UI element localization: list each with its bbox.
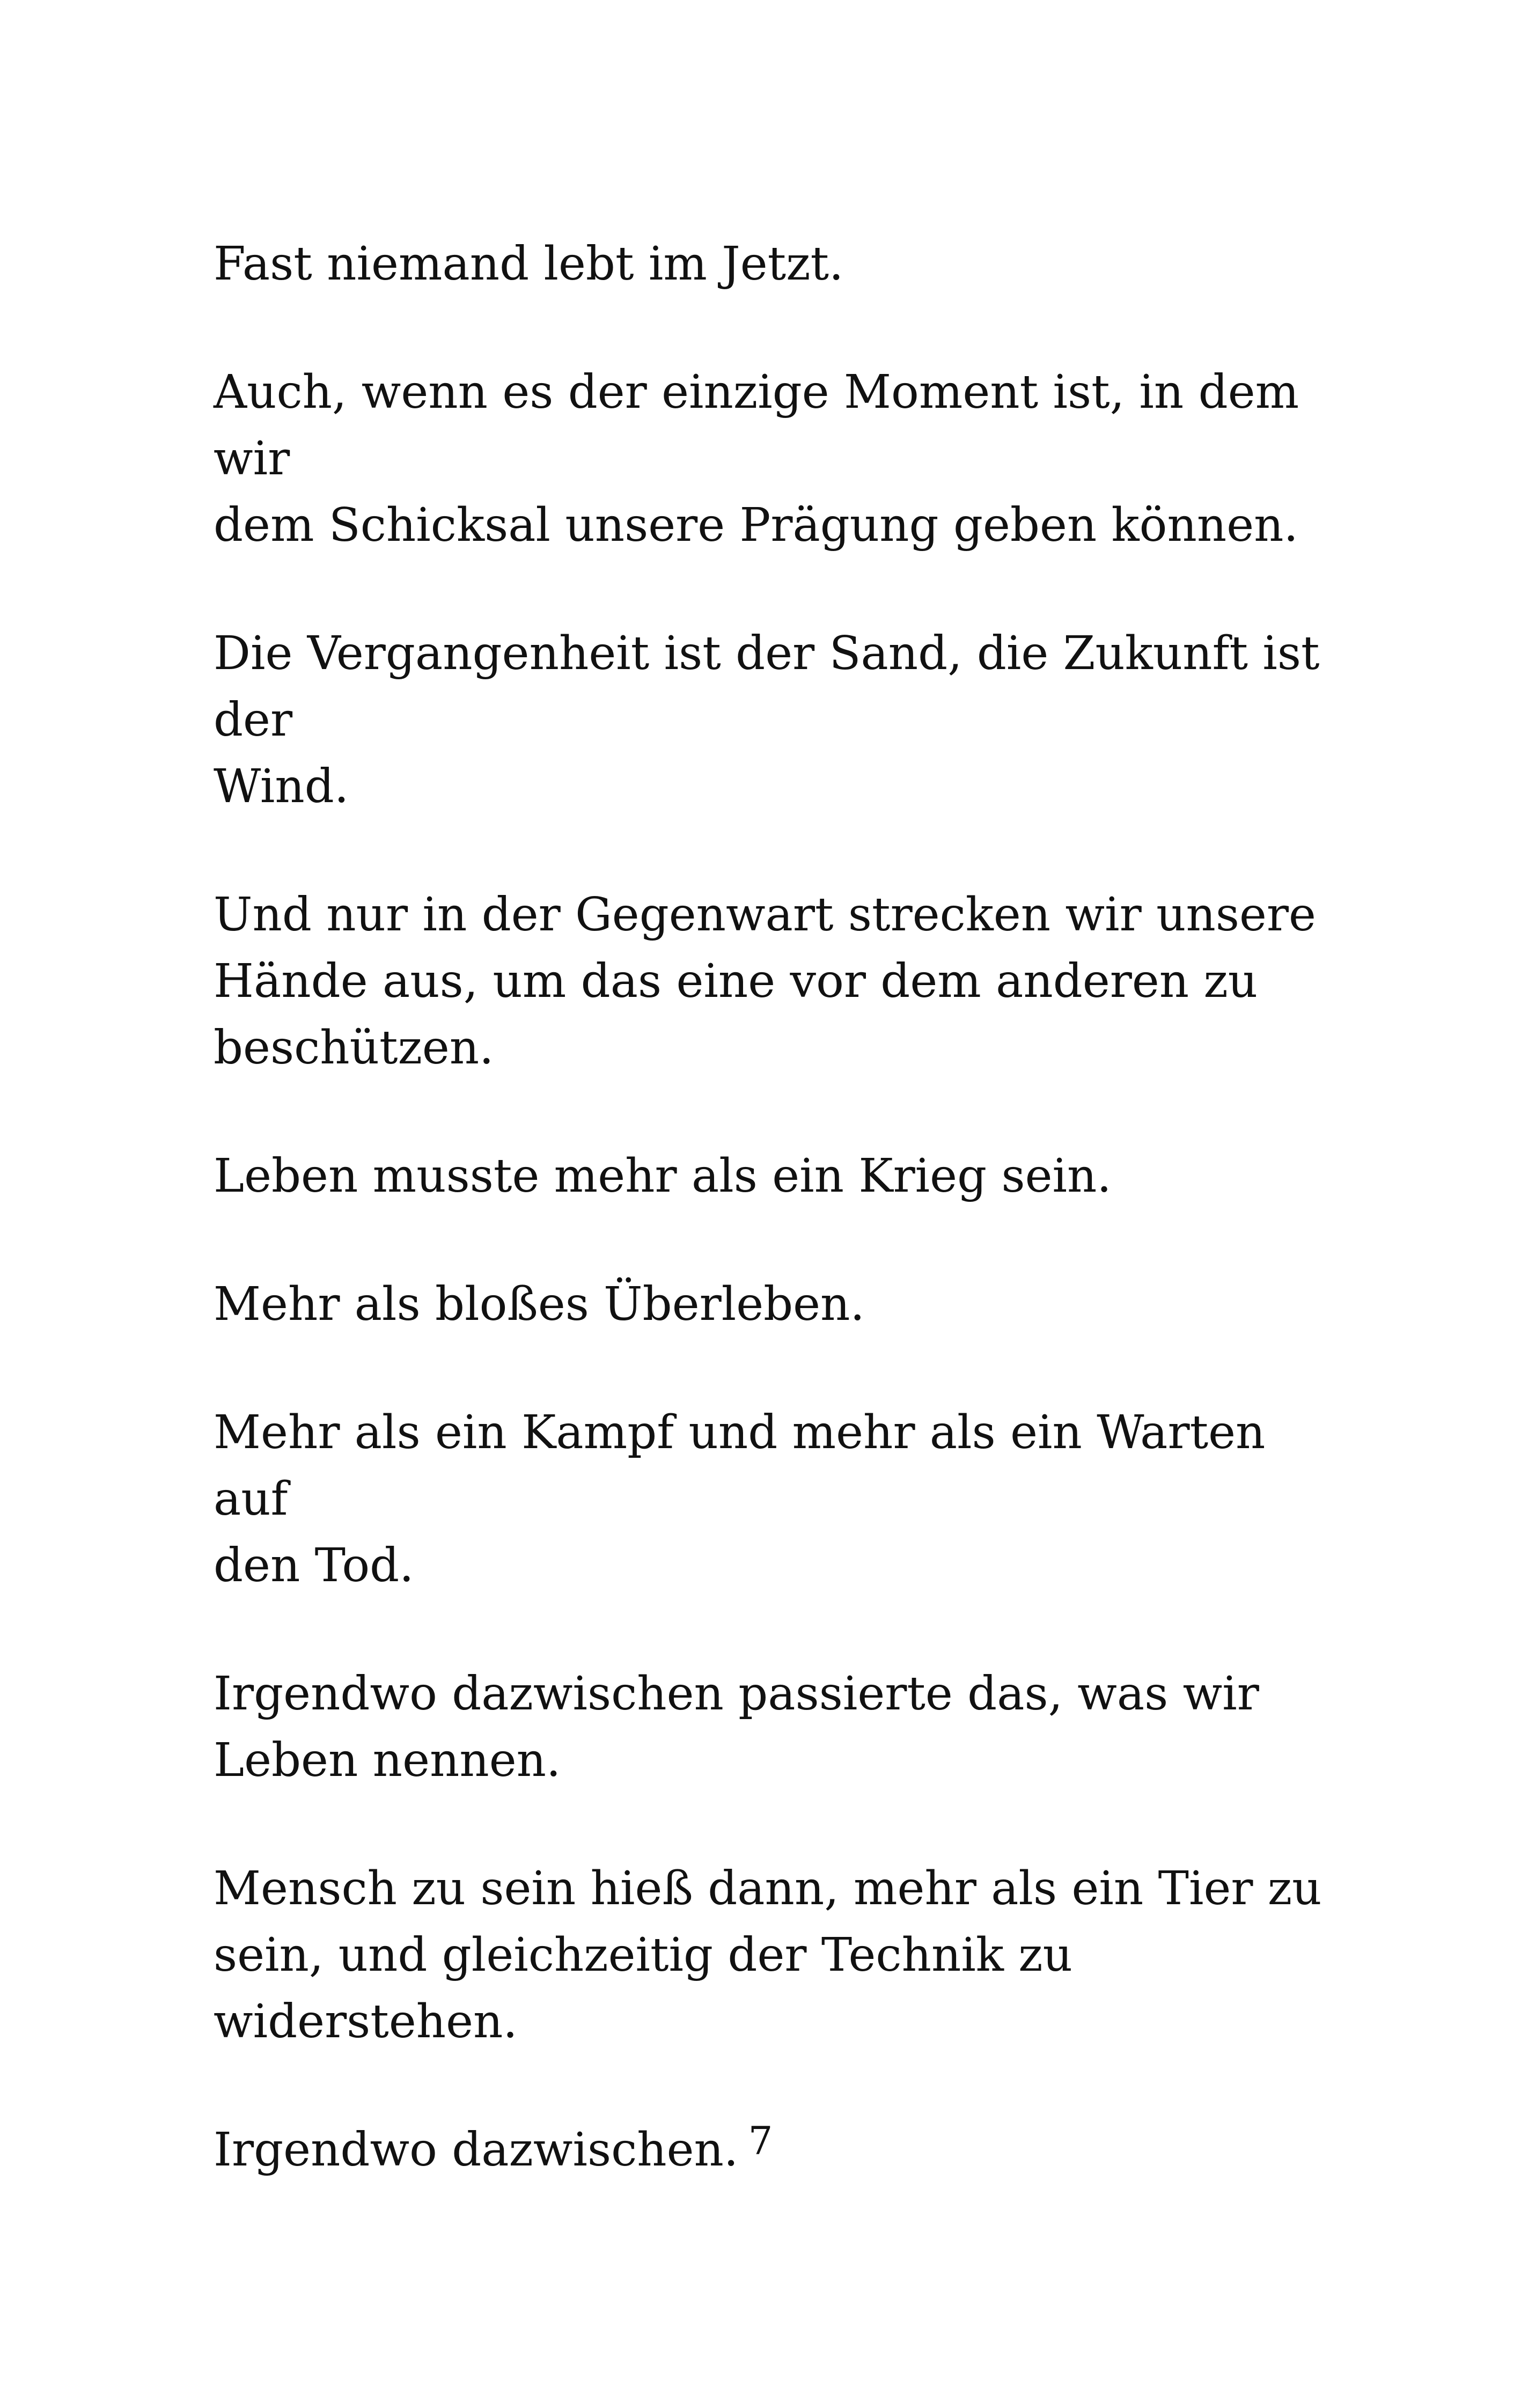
paragraph-9: Mensch zu sein hieß dann, mehr als ein Tier zu sein, und gleichzeitig der Technik zu widerstehen. xyxy=(214,1862,1322,2049)
paragraph-6: Mehr als bloßes Überleben. xyxy=(214,1278,865,1331)
paragraph-2: Auch, wenn es der einzige Moment ist, in dem wir dem Schicksal unsere Prägung geben können. xyxy=(214,365,1299,552)
paragraph-1: Fast niemand lebt im Jetzt. xyxy=(214,237,844,291)
paragraph-7: Mehr als ein Kampf und mehr als ein Warten auf den Tod. xyxy=(214,1406,1266,1592)
paragraph-5: Leben musste mehr als ein Krieg sein. xyxy=(214,1149,1112,1203)
paragraph-8: Irgendwo dazwischen passierte das, was wir Leben nennen. xyxy=(214,1667,1259,1787)
page-number: 7 xyxy=(748,2118,773,2163)
body-text xyxy=(214,231,1340,2183)
paragraph-3: Die Vergangenheit ist der Sand, die Zukunft ist der Wind. xyxy=(214,627,1320,813)
paragraph-4: Und nur in der Gegenwart strecken wir unsere Hände aus, um das eine vor dem anderen zu beschützen. xyxy=(214,888,1316,1075)
paragraph-10: Irgendwo dazwischen. xyxy=(214,2123,739,2177)
